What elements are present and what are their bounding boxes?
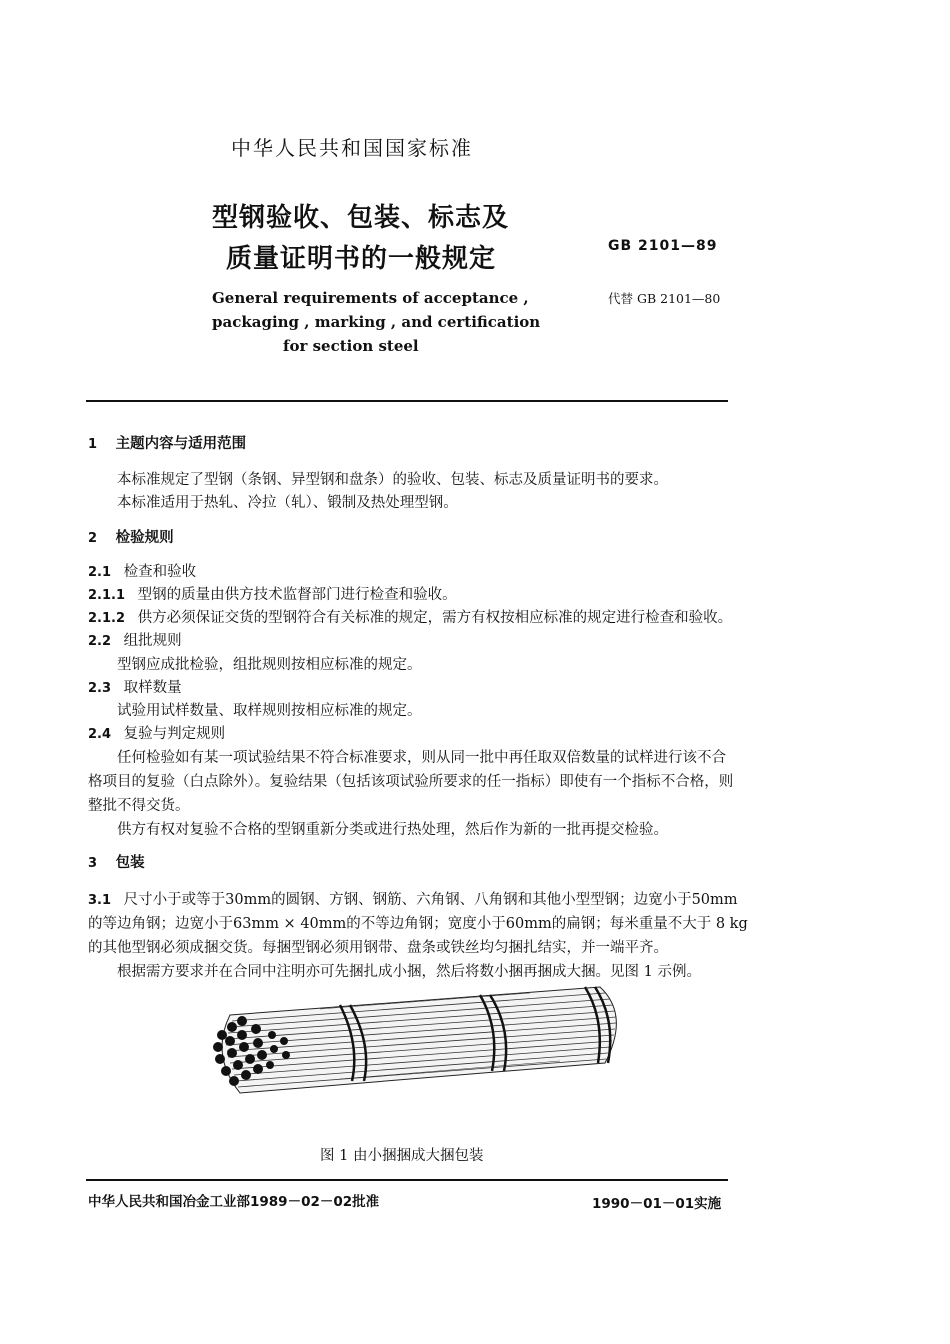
clause-number: 2.4 [88, 727, 112, 742]
section-number: 3 [88, 856, 98, 871]
paragraph: 型钢应成批检验，组批规则按相应标准的规定。 [117, 657, 422, 673]
footer-divider [86, 1179, 728, 1181]
section-1-heading [88, 432, 246, 453]
steel-bundle-illustration [200, 975, 640, 1105]
clause-number: 2.1.1 [88, 588, 126, 603]
clause-title: 检查和验收 [123, 564, 197, 580]
section-title: 检验规则 [115, 529, 174, 546]
paragraph: 整批不得交货。 [88, 798, 190, 814]
clause-3-1 [88, 888, 738, 909]
paragraph: 本标准适用于热轧、冷拉（轧）、锻制及热处理型钢。 [117, 495, 458, 511]
paragraph: 任何检验如有某一项试验结果不符合标准要求，则从同一批中再任取双倍数量的试样进行该不合 [117, 750, 726, 766]
effective-date: 1990－01－01实施 [592, 1196, 722, 1212]
clause-title: 组批规则 [123, 633, 182, 649]
section-number: 2 [88, 531, 98, 546]
document-title-line1: 型钢验收、包装、标志及 [212, 203, 510, 233]
english-title-line3: for section steel [283, 337, 419, 355]
paragraph: 格项目的复验（白点除外）。复验结果（包括该项试验所要求的任一指标）即使有一个指标不合格，则 [88, 774, 734, 790]
clause-number: 2.3 [88, 681, 112, 696]
clause-text: 尺寸小于或等于30mm的圆钢、方钢、钢筋、六角钢、八角钢和其他小型型钢；边宽小于50mm [123, 892, 738, 908]
paragraph: 根据需方要求并在合同中注明亦可先捆扎成小捆，然后将数小捆再捆成大捆。见图 1 示例。 [117, 964, 701, 980]
english-title-line1: General requirements of acceptance , [212, 289, 529, 307]
paragraph: 试验用试样数量、取样规则按相应标准的规定。 [117, 703, 422, 719]
section-2-heading [88, 526, 174, 547]
replaces-standard: 代替 GB 2101—80 [608, 291, 721, 306]
clause-2-3 [88, 676, 182, 697]
issuer-note: 中华人民共和国冶金工业部1989－02－02批准 [88, 1194, 380, 1210]
clause-text: 型钢的质量由供方技术监督部门进行检查和验收。 [137, 587, 457, 603]
header-divider [86, 400, 728, 402]
clause-number: 2.1.2 [88, 611, 126, 626]
clause-title: 复验与判定规则 [123, 726, 226, 742]
paragraph: 的其他型钢必须成捆交货。每捆型钢必须用钢带、盘条或铁丝均匀捆扎结实，并一端平齐。 [88, 940, 668, 956]
paragraph: 本标准规定了型钢（条钢、异型钢和盘条）的验收、包装、标志及质量证明书的要求。 [117, 472, 668, 488]
clause-number: 2.2 [88, 634, 112, 649]
section-number: 1 [88, 437, 98, 452]
clause-2-2 [88, 629, 182, 650]
clause-number: 2.1 [88, 565, 112, 580]
clause-2-4 [88, 722, 225, 743]
clause-2-1-2 [88, 606, 732, 627]
clause-number: 3.1 [88, 893, 112, 908]
section-title: 包装 [115, 854, 145, 871]
document-title-line2: 质量证明书的一般规定 [226, 244, 497, 274]
national-standard-heading: 中华人民共和国国家标准 [231, 136, 473, 160]
standard-code: GB 2101—89 [608, 238, 718, 254]
figure-caption: 图 1 由小捆捆成大捆包装 [320, 1148, 484, 1164]
clause-title: 取样数量 [123, 680, 182, 696]
section-title: 主题内容与适用范围 [115, 435, 247, 452]
paragraph: 供方有权对复验不合格的型钢重新分类或进行热处理，然后作为新的一批再提交检验。 [117, 822, 668, 838]
english-title-line2: packaging , marking , and certification [212, 313, 541, 331]
clause-text: 供方必须保证交货的型钢符合有关标准的规定，需方有权按相应标准的规定进行检查和验收。 [137, 610, 733, 626]
clause-2-1-1 [88, 583, 457, 604]
clause-2-1 [88, 560, 196, 581]
paragraph: 的等边角钢；边宽小于63mm × 40mm的不等边角钢；宽度小于60mm的扁钢；每米重量不大于 8 kg [88, 916, 748, 932]
section-3-heading [88, 851, 145, 872]
